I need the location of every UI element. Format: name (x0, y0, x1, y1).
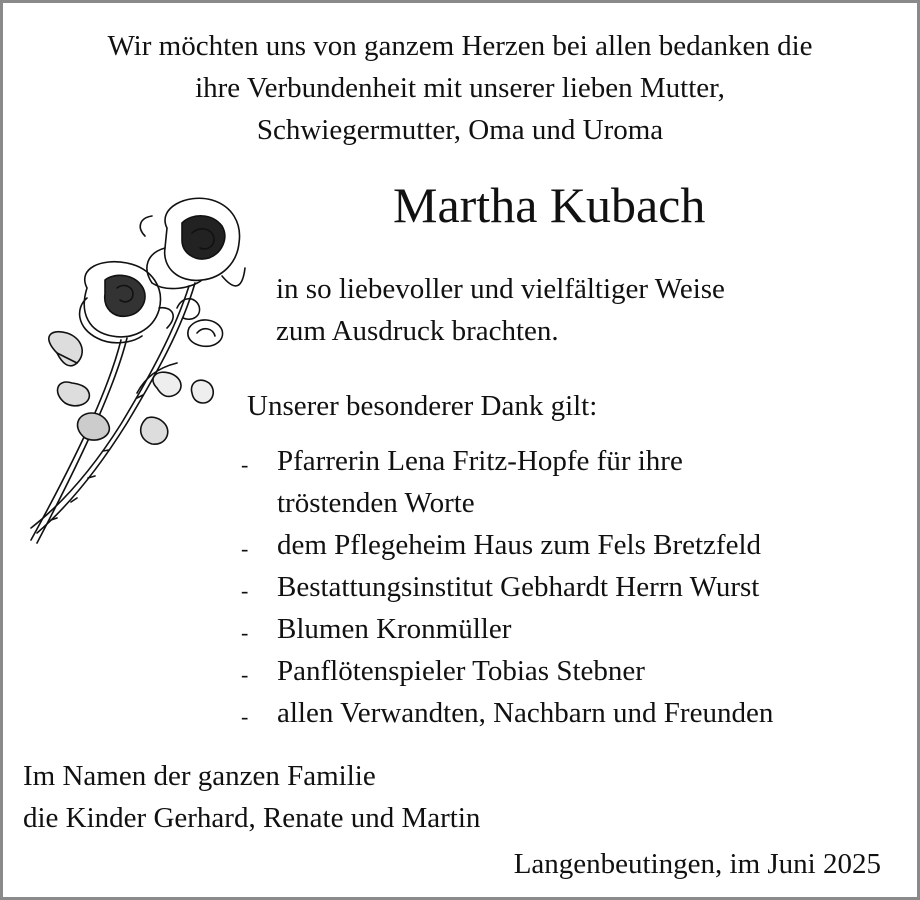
place-date: Langenbeutingen, im Juni 2025 (513, 848, 881, 880)
intro-line: Wir möchten uns von ganzem Herzen bei allen bedanken die (107, 30, 813, 62)
list-item-text: Bestattungsinstitut Gebhardt Herrn Wurst (277, 571, 760, 603)
bullet-dash: - (241, 536, 249, 561)
list-item-text: dem Pflegeheim Haus zum Fels Bretzfeld (277, 529, 762, 561)
bullet-dash: - (241, 662, 249, 687)
list-item (241, 692, 773, 734)
list-item-text: Blumen Kronmüller (277, 613, 512, 645)
body-line: in so liebevoller und vielfältiger Weise (276, 273, 725, 305)
list-item (241, 440, 773, 524)
body-line: zum Ausdruck brachten. (276, 315, 559, 347)
roses-illustration (17, 188, 249, 548)
rose-left (80, 262, 174, 343)
list-item-text-continued: tröstenden Worte (277, 487, 475, 519)
signature-line: die Kinder Gerhard, Renate und Martin (23, 802, 481, 834)
intro-line: Schwiegermutter, Oma und Uroma (256, 114, 664, 146)
bullet-dash: - (241, 704, 249, 729)
list-item (241, 650, 773, 692)
thanks-heading: Unserer besonderer Dank gilt: (247, 390, 598, 422)
list-item (241, 566, 773, 608)
intro-text (17, 25, 903, 151)
list-item-text: Panflötenspieler Tobias Stebner (277, 655, 645, 687)
intro-line: ihre Verbundenheit mit unserer lieben Mutter, (195, 72, 725, 104)
bullet-dash: - (241, 578, 249, 603)
signature-line: Im Namen der ganzen Familie (23, 760, 376, 792)
list-item (241, 524, 773, 566)
list-item-text: Pfarrerin Lena Fritz-Hopfe für ihre (277, 445, 683, 477)
deceased-name: Martha Kubach (393, 177, 706, 233)
bullet-dash: - (241, 452, 249, 477)
list-item (241, 608, 773, 650)
rose-top (140, 198, 245, 288)
bullet-dash: - (241, 620, 249, 645)
thanks-list (241, 440, 773, 734)
list-item-text: allen Verwandten, Nachbarn und Freunden (277, 697, 774, 729)
